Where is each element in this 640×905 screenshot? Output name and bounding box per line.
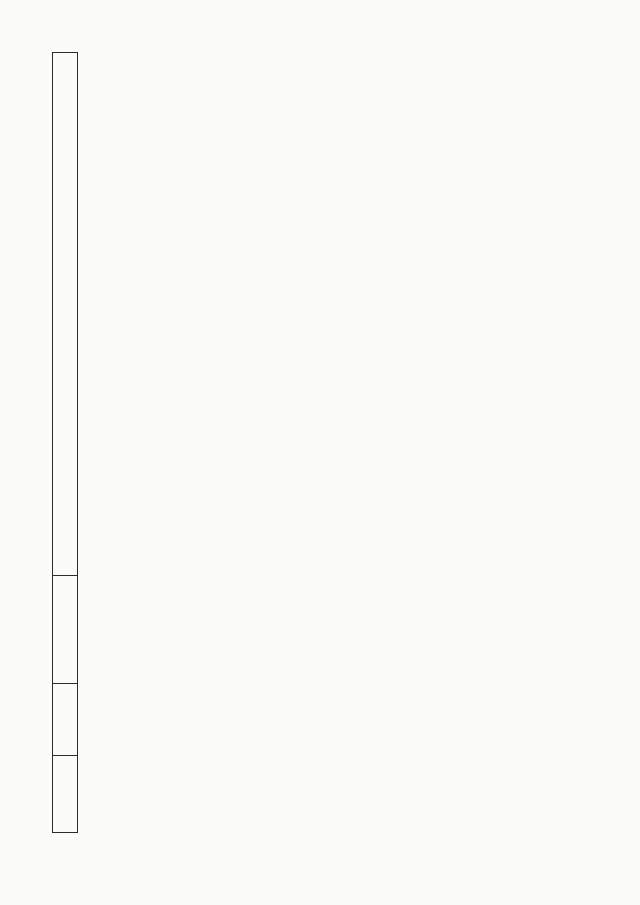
table-header-row bbox=[53, 53, 78, 833]
types-table bbox=[52, 52, 570, 833]
header-description bbox=[53, 53, 78, 576]
header-std-type bbox=[53, 684, 78, 756]
header-name bbox=[53, 756, 78, 833]
table-body bbox=[78, 53, 570, 833]
header-constraints bbox=[53, 576, 78, 684]
